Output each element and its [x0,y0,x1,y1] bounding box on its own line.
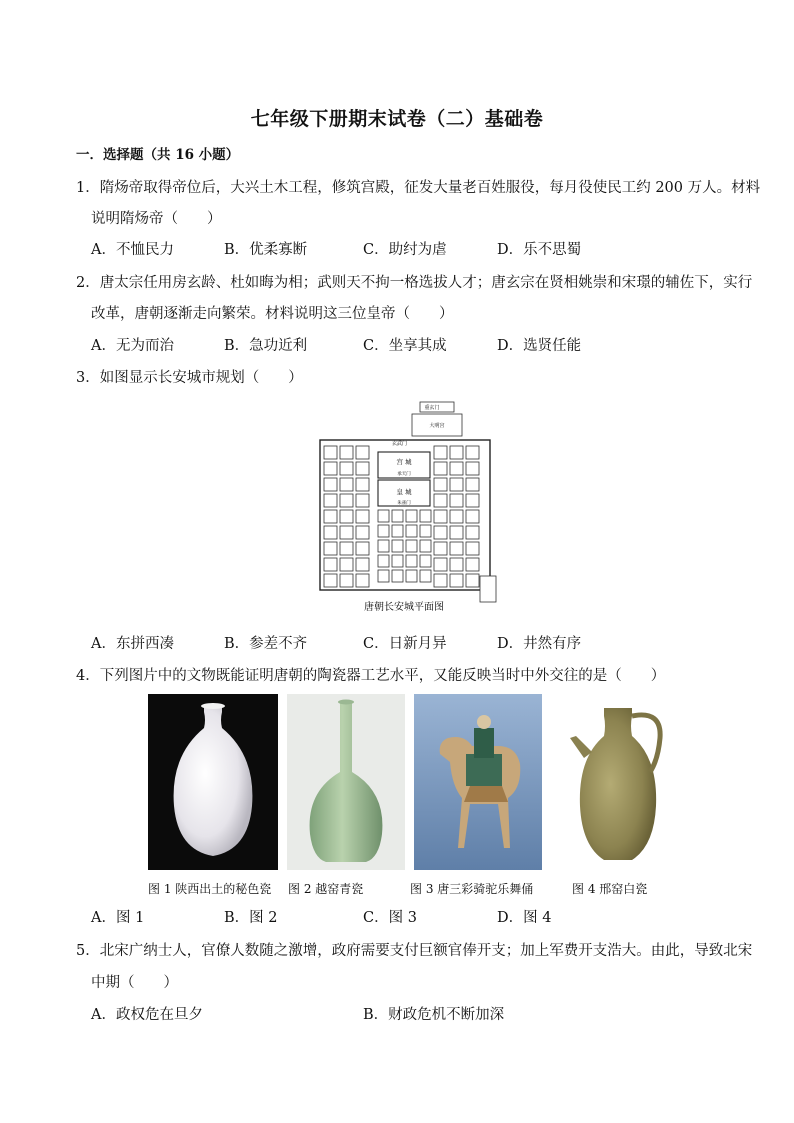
figure-1-caption: 图 1 陕西出土的秘色瓷 [148,882,272,896]
figure-4-caption: 图 4 邢窑白瓷 [572,882,648,896]
map-block [434,558,447,571]
map-block [356,478,369,491]
map-block [340,478,353,491]
map-block [406,555,417,567]
map-block [378,540,389,552]
map-block [450,462,463,475]
map-block [466,494,479,507]
q4-option-c: C．图 3 [363,910,417,926]
map-label-zhuque: 朱雀门 [397,501,411,506]
map-block [450,542,463,555]
q1-option-c: C．助纣为虐 [363,242,447,258]
map-block [392,570,403,582]
map-block [466,558,479,571]
q1-option-d: D．乐不思蜀 [497,242,582,258]
map-block [420,570,431,582]
map-block [392,525,403,537]
map-block [450,526,463,539]
q2-option-b: B．急功近利 [224,338,308,354]
question-1-line-1: 1．隋炀帝取得帝位后，大兴土木工程，修筑宫殿，征发大量老百姓服役，每月役使民工约 200 万人。材料 [76,180,761,196]
map-label-imperial-city: 皇 城 [396,488,412,496]
map-block [466,446,479,459]
map-block [324,574,337,587]
map-block [324,494,337,507]
section-heading: 一．选择题（共 16 小题） [76,147,240,163]
map-block [356,542,369,555]
figure-3-caption: 图 3 唐三彩骑驼乐舞俑 [410,882,534,896]
figure-3-tang-sancai-camel-photo [414,694,542,870]
map-block [392,555,403,567]
q5-option-a: A．政权危在旦夕 [91,1007,203,1023]
figure-2-caption: 图 2 越窑青瓷 [288,882,364,896]
map-block [324,462,337,475]
map-block [392,510,403,522]
map-block [356,510,369,523]
map-block [434,446,447,459]
map-block [406,525,417,537]
map-block [356,462,369,475]
map-block [324,510,337,523]
map-block [420,555,431,567]
map-block [434,510,447,523]
q4-option-d: D．图 4 [497,910,552,926]
q2-option-a: A．无为而治 [91,338,174,354]
map-block [450,446,463,459]
map-block [340,510,353,523]
map-block [340,494,353,507]
map-block [434,494,447,507]
map-block [466,526,479,539]
map-block [392,540,403,552]
question-2-line-1: 2．唐太宗任用房玄龄、杜如晦为相；武则天不拘一格选拔人才；唐玄宗在贤相姚崇和宋璟的辅佐下，实行 [76,275,753,291]
map-block [356,494,369,507]
map-block [450,574,463,587]
map-block [466,462,479,475]
map-block [450,494,463,507]
figure-4-xing-kiln-ewer-photo [566,694,670,870]
question-5-line-1: 5．北宋广纳士人，官僚人数随之激增，政府需要支付巨额官俸开支；加上军费开支浩大。由此，导致北宋 [76,943,753,959]
map-label-chongxuan: 重玄门 [424,405,440,411]
map-block [434,526,447,539]
map-block [340,462,353,475]
map-block [378,510,389,522]
map-block [466,478,479,491]
map-block [356,558,369,571]
question-3-line-1: 3．如图显示长安城市规划（ ） [76,370,303,386]
figure-1-celadon-vase-photo [148,694,278,870]
map-block [340,446,353,459]
map-block [420,510,431,522]
q2-option-c: C．坐享其成 [363,338,447,354]
map-block [406,510,417,522]
map-block [420,540,431,552]
map-label-palace: 宫 城 [396,458,412,466]
map-block [324,526,337,539]
map-block [378,525,389,537]
map-block [356,446,369,459]
question-4-line-1: 4．下列图片中的文物既能证明唐朝的陶瓷器工艺水平，又能反映当时中外交往的是（ ） [76,668,666,684]
map-block [356,526,369,539]
map-block [450,478,463,491]
map-block [406,570,417,582]
q3-option-d: D．井然有序 [497,636,582,652]
map-block [324,478,337,491]
q4-option-b: B．图 2 [224,910,278,926]
map-block [324,542,337,555]
map-block [466,510,479,523]
q1-option-b: B．优柔寡断 [224,242,308,258]
q5-option-b: B．财政危机不断加深 [363,1007,505,1023]
map-block [378,555,389,567]
map-block [450,558,463,571]
question-2-line-2: 改革，唐朝逐渐走向繁荣。材料说明这三位皇帝（ ） [91,306,454,322]
question-5-line-2: 中期（ ） [91,975,178,991]
question-1-line-2: 说明隋炀帝（ ） [91,211,222,227]
figure-2-green-celadon-photo [287,694,405,870]
q2-option-d: D．选贤任能 [497,338,582,354]
map-block [434,542,447,555]
q4-option-a: A．图 1 [91,910,145,926]
map-block [406,540,417,552]
q1-option-a: A．不恤民力 [91,242,174,258]
map-block [450,510,463,523]
map-block [340,558,353,571]
map-label-xuanwu: 玄武门 [392,441,408,447]
map-block [466,574,479,587]
map-block [324,558,337,571]
q3-option-a: A．东拼西凑 [91,636,174,652]
map-block [340,542,353,555]
changan-city-plan-map [312,398,498,616]
map-block [324,446,337,459]
q3-option-c: C．日新月异 [363,636,447,652]
map-block [434,574,447,587]
page-title: 七年级下册期末试卷（二）基础卷 [250,108,544,130]
map-block [340,526,353,539]
map-label-chengtian: 承天门 [397,472,411,477]
map-caption: 唐朝长安城平面图 [364,602,444,613]
map-label-daming: 大明宫 [429,423,445,429]
map-block [434,478,447,491]
map-block [466,542,479,555]
map-block [378,570,389,582]
map-block [420,525,431,537]
map-block [434,462,447,475]
q3-option-b: B．参差不齐 [224,636,308,652]
map-block [356,574,369,587]
map-block [340,574,353,587]
